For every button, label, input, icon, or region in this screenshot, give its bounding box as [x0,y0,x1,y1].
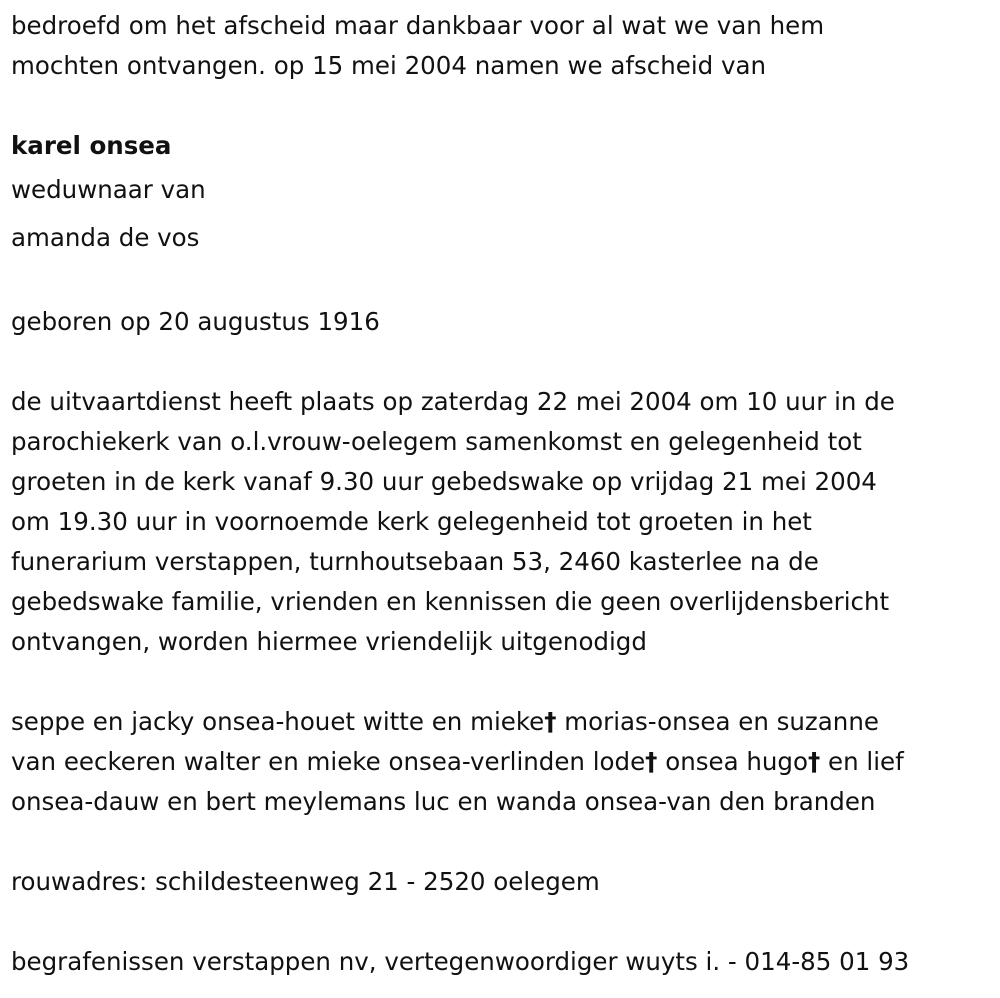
spacer [11,86,990,126]
family-line-1-part-b: morias-onsea en suzanne [556,707,879,736]
service-line-3: groeten in de kerk vanaf 9.30 uur gebedswake op vrijdag 21 mei 2004 [11,467,877,496]
cross-icon: † [645,747,658,776]
deceased-relation: weduwnaar van [11,175,206,204]
service-line-4: om 19.30 uur in voornoemde kerk gelegenheid tot groeten in het [11,507,812,536]
birth-line: geboren op 20 augustus 1916 [11,307,380,336]
family-line-1 [11,702,990,742]
service-line-7: ontvangen, worden hiermee vriendelijk uitgenodigd [11,627,647,656]
service-line-5: funerarium verstappen, turnhoutsebaan 53, 2460 kasterlee na de [11,547,819,576]
deceased-name: karel onsea [11,131,172,160]
family-line-2 [11,742,990,782]
service-line-1: de uitvaartdienst heeft plaats op zaterdag 22 mei 2004 om 10 uur in de [11,387,895,416]
family-line-1-part-a: seppe en jacky onsea-houet witte en mieke [11,707,545,736]
spacer [11,262,990,302]
spacer [11,342,990,382]
spacer [11,902,990,942]
mourning-address: rouwadres: schildesteenweg 21 - 2520 oelegem [11,867,600,896]
intro-line-2: mochten ontvangen. op 15 mei 2004 namen we afscheid van [11,51,767,80]
family-line-2-part-a: van eeckeren walter en mieke onsea-verlinden lode [11,747,646,776]
service-line-2: parochiekerk van o.l.vrouw-oelegem samenkomst en gelegenheid tot [11,427,862,456]
spacer [11,822,990,862]
intro-line-1: bedroefd om het afscheid maar dankbaar voor al wat we van hem [11,11,825,40]
cross-icon: † [544,707,557,736]
family-line-2-part-c: en lief [820,747,904,776]
deceased-spouse: amanda de vos [11,223,200,252]
spacer [11,662,990,702]
family-line-3: onsea-dauw en bert meylemans luc en wanda onsea-van den branden [11,787,876,816]
cross-icon: † [807,747,821,776]
funeral-home: begrafenissen verstappen nv, vertegenwoordiger wuyts i. - 014-85 01 93 [11,947,910,976]
service-line-6: gebedswake familie, vrienden en kennissen die geen overlijdensbericht [11,587,890,616]
family-line-2-part-b: onsea hugo [657,747,808,776]
